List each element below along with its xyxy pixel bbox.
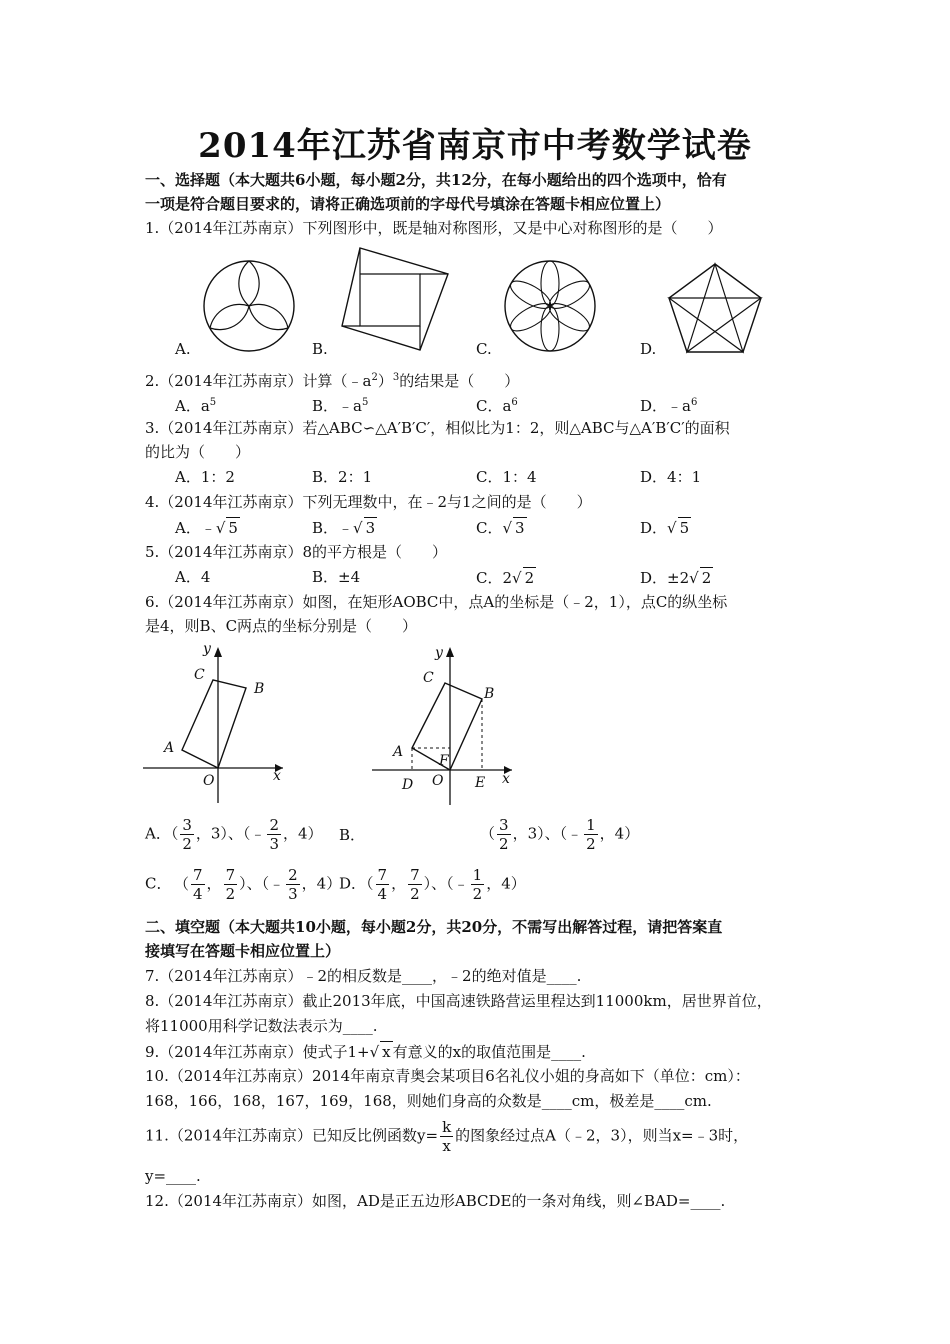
fig2-label-e: E [475, 775, 486, 791]
q6-figure-right [372, 643, 517, 808]
q11-text: 11.（2014年江苏南京）已知反比例函数y= $\frac{k}{x}$ 的图象经过点A（﹣2，3），则当x=﹣3时， [145, 1118, 749, 1155]
q1-figure-d [667, 262, 763, 354]
fig2-label-c: C [423, 670, 434, 686]
q10-text-line2: 168，166，168，167，169，168，则她们身高的众数是____cm，极差是____cm. [145, 1092, 712, 1110]
q6-text-line2: 是4，则B、C两点的坐标分别是（ ） [145, 617, 418, 635]
q1-figure-b [340, 246, 450, 351]
section2-heading-line2: 接填写在答题卡相应位置上） [145, 942, 341, 960]
q4-option-b[interactable]: B．﹣√ 3 [312, 519, 376, 537]
q4-option-c[interactable]: C．√ 3 [476, 519, 525, 537]
q3-option-b[interactable]: B．2：1 [312, 468, 373, 486]
q5-option-b[interactable]: B．±4 [312, 568, 361, 586]
fig1-label-o: O [203, 773, 215, 789]
fig1-label-a: A [164, 740, 175, 756]
section1-heading-line1: 一、选择题（本大题共6小题，每小题2分，共12分，在每小题给出的四个选项中，恰有 [145, 171, 727, 189]
q4-option-a[interactable]: A．﹣√ 5 [175, 519, 238, 537]
fig2-label-f: F [439, 753, 449, 769]
q10-text-line1: 10.（2014年江苏南京）2014年南京青奥会某项目6名礼仪小姐的身高如下（单位：cm）： [145, 1067, 750, 1085]
q5-text: 5.（2014年江苏南京）8的平方根是（ ） [145, 543, 448, 561]
q1-text: 1.（2014年江苏南京）下列图形中，既是轴对称图形，又是中心对称图形的是（ ） [145, 219, 723, 237]
q8-text-line2: 将11000用科学记数法表示为____. [145, 1017, 378, 1035]
q4-option-d[interactable]: D．√ 5 [640, 519, 690, 537]
section1-heading-line2: 一项是符合题目要求的，请将正确选项前的字母代号填涂在答题卡相应位置上） [145, 195, 671, 213]
fig1-label-x: x [273, 768, 281, 784]
q6-text-line1: 6.（2014年江苏南京）如图，在矩形AOBC中，点A的坐标是（﹣2，1），点C的纵坐标 [145, 593, 728, 611]
q2-option-d[interactable]: D．$﹣a^6$ [640, 397, 698, 415]
q3-option-a[interactable]: A．1：2 [175, 468, 235, 486]
q7-text: 7.（2014年江苏南京）﹣2的相反数是____，﹣2的绝对值是____. [145, 967, 582, 985]
q5-option-a[interactable]: A．4 [175, 568, 211, 586]
q1-option-a[interactable]: A. [175, 340, 191, 358]
q3-option-c[interactable]: C．1：4 [476, 468, 537, 486]
q6-option-a[interactable]: A．（ $\frac{3}{2}$ ，3）、（﹣ $\frac{2}{3}$ ，4） [145, 816, 323, 853]
q1-option-d[interactable]: D. [640, 340, 657, 358]
fig1-label-c: C [194, 667, 205, 683]
q5-option-c[interactable]: C．2√ 2 [476, 569, 535, 587]
q3-option-d[interactable]: D．4：1 [640, 468, 702, 486]
fig2-label-o: O [432, 773, 444, 789]
q1-figure-a [203, 260, 295, 352]
q4-text: 4.（2014年江苏南京）下列无理数中，在﹣2与1之间的是（ ） [145, 493, 592, 511]
q2-option-b[interactable]: B．$﹣a^5$ [312, 397, 369, 415]
q6-option-b-label[interactable]: B． [339, 826, 366, 844]
q6-option-b[interactable]: （ $\frac{3}{2}$ ，3）、（﹣ $\frac{1}{2}$ ，4） [480, 816, 640, 853]
q1-figure-c [504, 260, 596, 352]
page-title: 2014年江苏省南京市中考数学试卷 [198, 126, 752, 166]
q12-text: 12.（2014年江苏南京）如图，AD是正五边形ABCDE的一条对角线，则∠BAD=____. [145, 1192, 726, 1210]
fig2-label-x: x [502, 771, 510, 787]
q11-text-line2: y=____. [145, 1167, 201, 1185]
fig2-label-a: A [393, 744, 404, 760]
fig2-label-y: y [435, 645, 443, 661]
fig1-label-y: y [203, 641, 211, 657]
q6-option-d[interactable]: D．（ $\frac{7}{4}$ ， $\frac{7}{2}$ ）、（﹣ $\frac{1}{2}$ ，4） [339, 866, 526, 903]
q3-text-line2: 的比为（ ） [145, 443, 251, 461]
q2-option-c[interactable]: C．$a^6$ [476, 397, 518, 415]
q9-text: 9.（2014年江苏南京）使式子1+√ x 有意义的x的取值范围是____. [145, 1043, 586, 1061]
q6-figure-left [143, 643, 288, 805]
q3-text-line1: 3.（2014年江苏南京）若△ABC∽△A′B′C′，相似比为1：2，则△ABC与△A′B′C′的面积 [145, 419, 730, 437]
q1-option-c[interactable]: C. [476, 340, 492, 358]
q5-option-d[interactable]: D．±2√ 2 [640, 569, 712, 587]
fig2-label-b: B [484, 686, 495, 702]
section2-heading-line1: 二、填空题（本大题共10小题，每小题2分，共20分，不需写出解答过程，请把答案直 [145, 918, 723, 936]
q2-option-a[interactable]: A．$a^5$ [175, 397, 217, 415]
q1-option-b[interactable]: B. [312, 340, 328, 358]
fig2-label-d: D [402, 777, 414, 793]
q6-option-c[interactable]: C． （ $\frac{7}{4}$ ， $\frac{7}{2}$ ）、（﹣ $\frac{2}{3}$ ，4） [145, 866, 342, 903]
q2-text: 2.（2014年江苏南京）计算$(﹣a^2)^3$的结果是（ ） [145, 372, 520, 390]
q8-text-line1: 8.（2014年江苏南京）截止2013年底，中国高速铁路营运里程达到11000km，居世界首位， [145, 992, 772, 1010]
fig1-label-b: B [254, 681, 265, 697]
